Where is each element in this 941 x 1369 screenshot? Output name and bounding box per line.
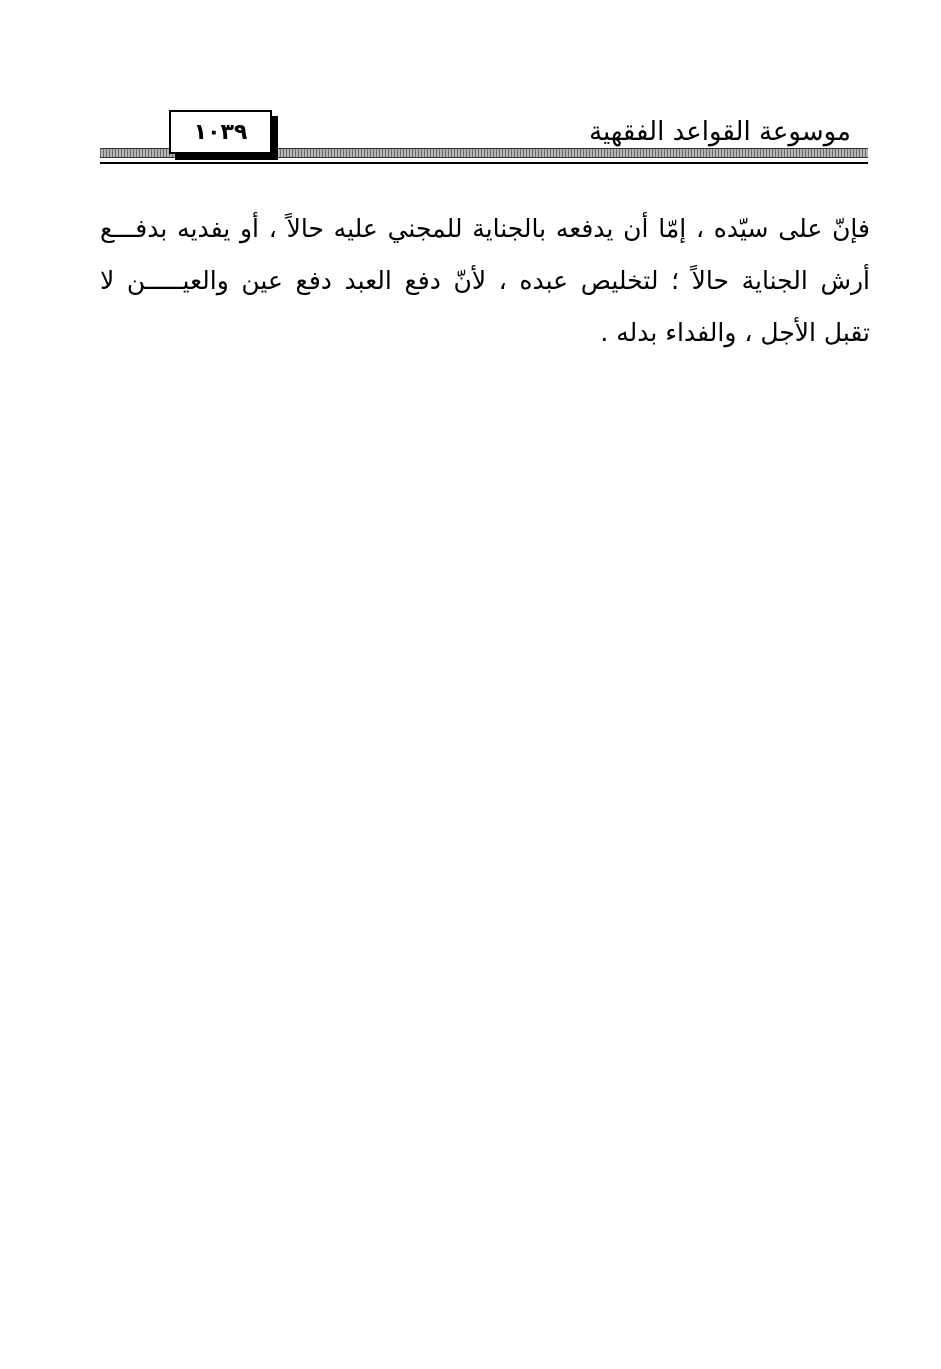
page-number: ١٠٣٩ — [169, 110, 272, 154]
body-line-3: تقبل الأجل ، والفداء بدله . — [600, 318, 870, 347]
header-rule-line — [100, 162, 868, 164]
body-paragraph — [100, 203, 870, 359]
body-line-1: فإنّ على سيّده ، إمّا أن يدفعه بالجناية للمجني عليه حالاً ، أو يفديه بدفـــع — [100, 214, 870, 243]
running-header-title: موسوعة القواعد الفقهية — [589, 117, 851, 147]
body-line-2: أرش الجناية حالاً ؛ لتخليص عبده ، لأنّ دفع العبد دفع عين والعيـــــن لا — [100, 266, 870, 295]
